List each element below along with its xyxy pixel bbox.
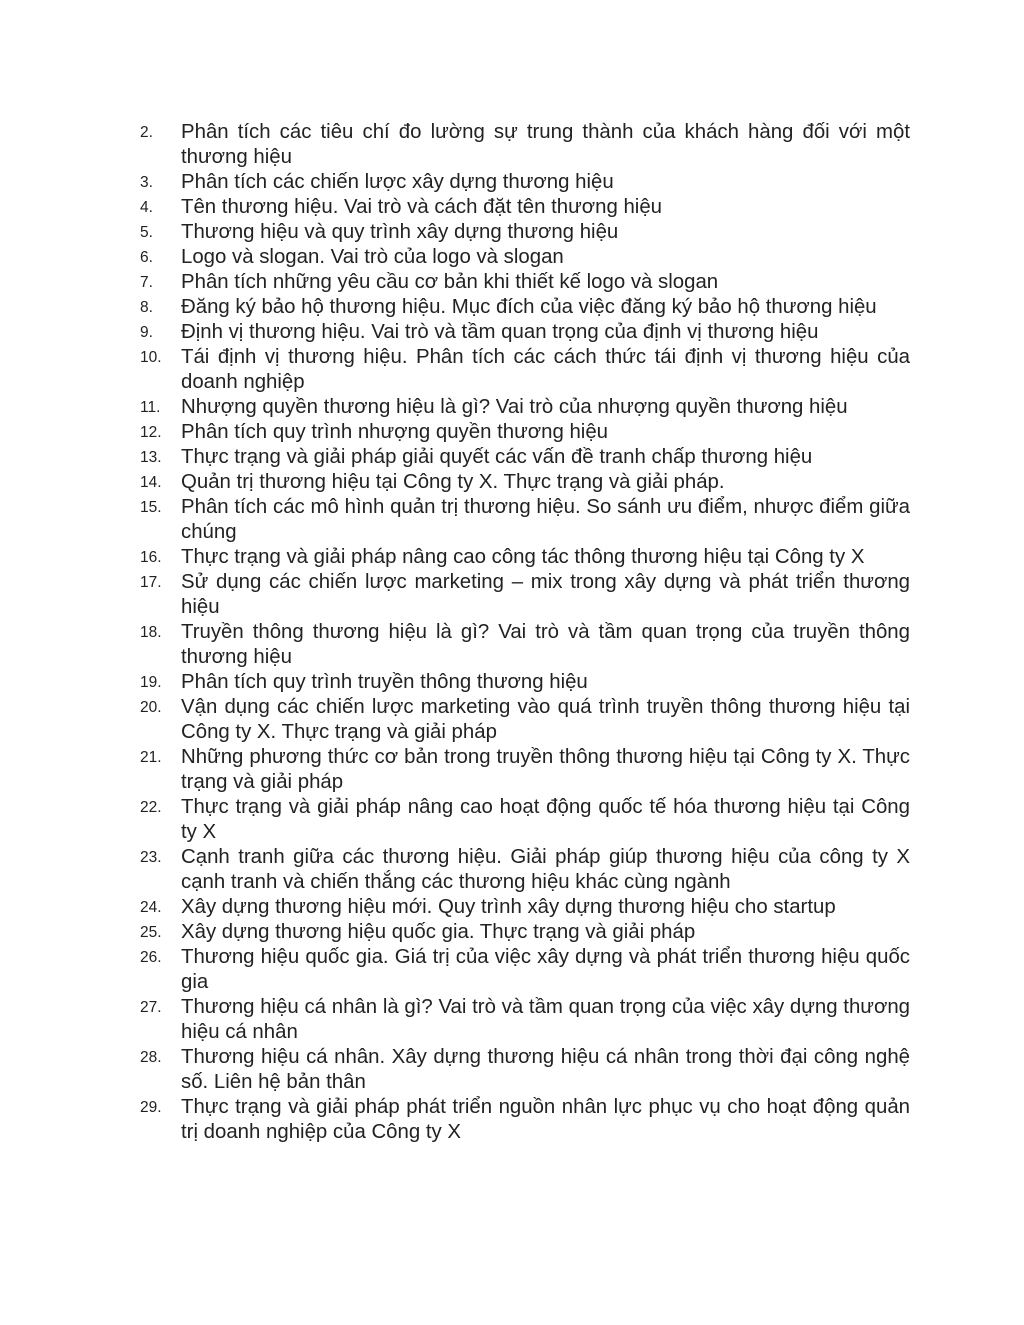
item-text: Nhượng quyền thương hiệu là gì? Vai trò của nhượng quyền thương hiệu <box>181 396 848 418</box>
list-item <box>140 345 910 395</box>
item-number: 10. <box>140 349 162 366</box>
item-number: 14. <box>140 474 162 491</box>
item-number: 29. <box>140 1099 162 1116</box>
item-number: 17. <box>140 574 162 591</box>
list-item <box>140 295 910 320</box>
item-number: 21. <box>140 749 162 766</box>
topic-list <box>140 120 910 1145</box>
item-number: 8. <box>140 299 153 316</box>
list-item <box>140 120 910 170</box>
item-text: Phân tích các tiêu chí đo lường sự trung thành của khách hàng đối với một thương hiệu <box>181 121 910 168</box>
item-text: Cạnh tranh giữa các thương hiệu. Giải pháp giúp thương hiệu của công ty X cạnh tranh và chiến thắng các thương hiệu khác cùng ngành <box>181 846 910 893</box>
item-number: 3. <box>140 174 153 191</box>
item-number: 12. <box>140 424 162 441</box>
list-item <box>140 1095 910 1145</box>
item-text: Thương hiệu và quy trình xây dựng thương hiệu <box>181 221 619 243</box>
list-item <box>140 195 910 220</box>
list-item <box>140 395 910 420</box>
list-item <box>140 995 910 1045</box>
item-number: 23. <box>140 849 162 866</box>
list-item <box>140 795 910 845</box>
item-text: Tên thương hiệu. Vai trò và cách đặt tên thương hiệu <box>181 196 663 218</box>
item-text: Phân tích quy trình truyền thông thương hiệu <box>181 671 588 693</box>
item-text: Đăng ký bảo hộ thương hiệu. Mục đích của việc đăng ký bảo hộ thương hiệu <box>181 296 877 318</box>
list-item <box>140 570 910 620</box>
item-text: Tái định vị thương hiệu. Phân tích các cách thức tái định vị thương hiệu của doanh nghiệp <box>181 346 910 393</box>
item-text: Phân tích những yêu cầu cơ bản khi thiết kế logo và slogan <box>181 271 719 293</box>
item-number: 13. <box>140 449 162 466</box>
item-number: 28. <box>140 1049 162 1066</box>
item-text: Định vị thương hiệu. Vai trò và tầm quan trọng của định vị thương hiệu <box>181 321 819 343</box>
list-item <box>140 220 910 245</box>
item-text: Thực trạng và giải pháp giải quyết các vấn đề tranh chấp thương hiệu <box>181 446 813 468</box>
item-text: Truyền thông thương hiệu là gì? Vai trò và tầm quan trọng của truyền thông thương hiệu <box>181 621 910 668</box>
list-item <box>140 895 910 920</box>
item-number: 7. <box>140 274 153 291</box>
item-text: Thực trạng và giải pháp nâng cao hoạt động quốc tế hóa thương hiệu tại Công ty X <box>181 796 910 843</box>
item-number: 19. <box>140 674 162 691</box>
list-item <box>140 545 910 570</box>
item-number: 16. <box>140 549 162 566</box>
item-number: 24. <box>140 899 162 916</box>
item-text: Logo và slogan. Vai trò của logo và slogan <box>181 246 564 268</box>
list-item <box>140 620 910 670</box>
item-number: 5. <box>140 224 153 241</box>
item-number: 27. <box>140 999 162 1016</box>
item-text: Những phương thức cơ bản trong truyền thông thương hiệu tại Công ty X. Thực trạng và giải pháp <box>181 746 910 793</box>
list-item <box>140 920 910 945</box>
item-text: Thực trạng và giải pháp phát triển nguồn nhân lực phục vụ cho hoạt động quản trị doanh nghiệp của Công ty X <box>181 1096 910 1143</box>
list-item <box>140 170 910 195</box>
list-item <box>140 245 910 270</box>
item-number: 11. <box>140 399 161 416</box>
list-item <box>140 495 910 545</box>
list-item <box>140 945 910 995</box>
item-number: 15. <box>140 499 162 516</box>
item-text: Quản trị thương hiệu tại Công ty X. Thực trạng và giải pháp. <box>181 471 725 493</box>
list-item <box>140 420 910 445</box>
list-item <box>140 470 910 495</box>
item-text: Phân tích các chiến lược xây dựng thương hiệu <box>181 171 614 193</box>
item-text: Vận dụng các chiến lược marketing vào quá trình truyền thông thương hiệu tại Công ty X. Thực trạng và giải pháp <box>181 696 910 743</box>
list-item <box>140 270 910 295</box>
item-number: 20. <box>140 699 162 716</box>
list-item <box>140 745 910 795</box>
item-text: Phân tích các mô hình quản trị thương hiệu. So sánh ưu điểm, nhược điểm giữa chúng <box>181 496 910 543</box>
item-number: 9. <box>140 324 153 341</box>
item-text: Thương hiệu cá nhân là gì? Vai trò và tầm quan trọng của việc xây dựng thương hiệu cá nhân <box>181 996 910 1043</box>
item-number: 26. <box>140 949 162 966</box>
item-number: 25. <box>140 924 162 941</box>
list-item <box>140 445 910 470</box>
list-item <box>140 695 910 745</box>
item-number: 18. <box>140 624 162 641</box>
item-text: Xây dựng thương hiệu quốc gia. Thực trạng và giải pháp <box>181 921 696 943</box>
item-number: 22. <box>140 799 162 816</box>
item-text: Thương hiệu quốc gia. Giá trị của việc xây dựng và phát triển thương hiệu quốc gia <box>181 946 910 993</box>
item-text: Sử dụng các chiến lược marketing – mix trong xây dựng và phát triển thương hiệu <box>181 571 910 618</box>
item-text: Phân tích quy trình nhượng quyền thương hiệu <box>181 421 609 443</box>
item-number: 2. <box>140 124 153 141</box>
list-item <box>140 845 910 895</box>
item-text: Thực trạng và giải pháp nâng cao công tác thông thương hiệu tại Công ty X <box>181 546 865 568</box>
item-text: Thương hiệu cá nhân. Xây dựng thương hiệu cá nhân trong thời đại công nghệ số. Liên hệ bản thân <box>181 1046 910 1093</box>
list-item <box>140 670 910 695</box>
item-number: 6. <box>140 249 153 266</box>
item-text: Xây dựng thương hiệu mới. Quy trình xây dựng thương hiệu cho startup <box>181 896 836 918</box>
list-item <box>140 1045 910 1095</box>
list-item <box>140 320 910 345</box>
item-number: 4. <box>140 199 153 216</box>
